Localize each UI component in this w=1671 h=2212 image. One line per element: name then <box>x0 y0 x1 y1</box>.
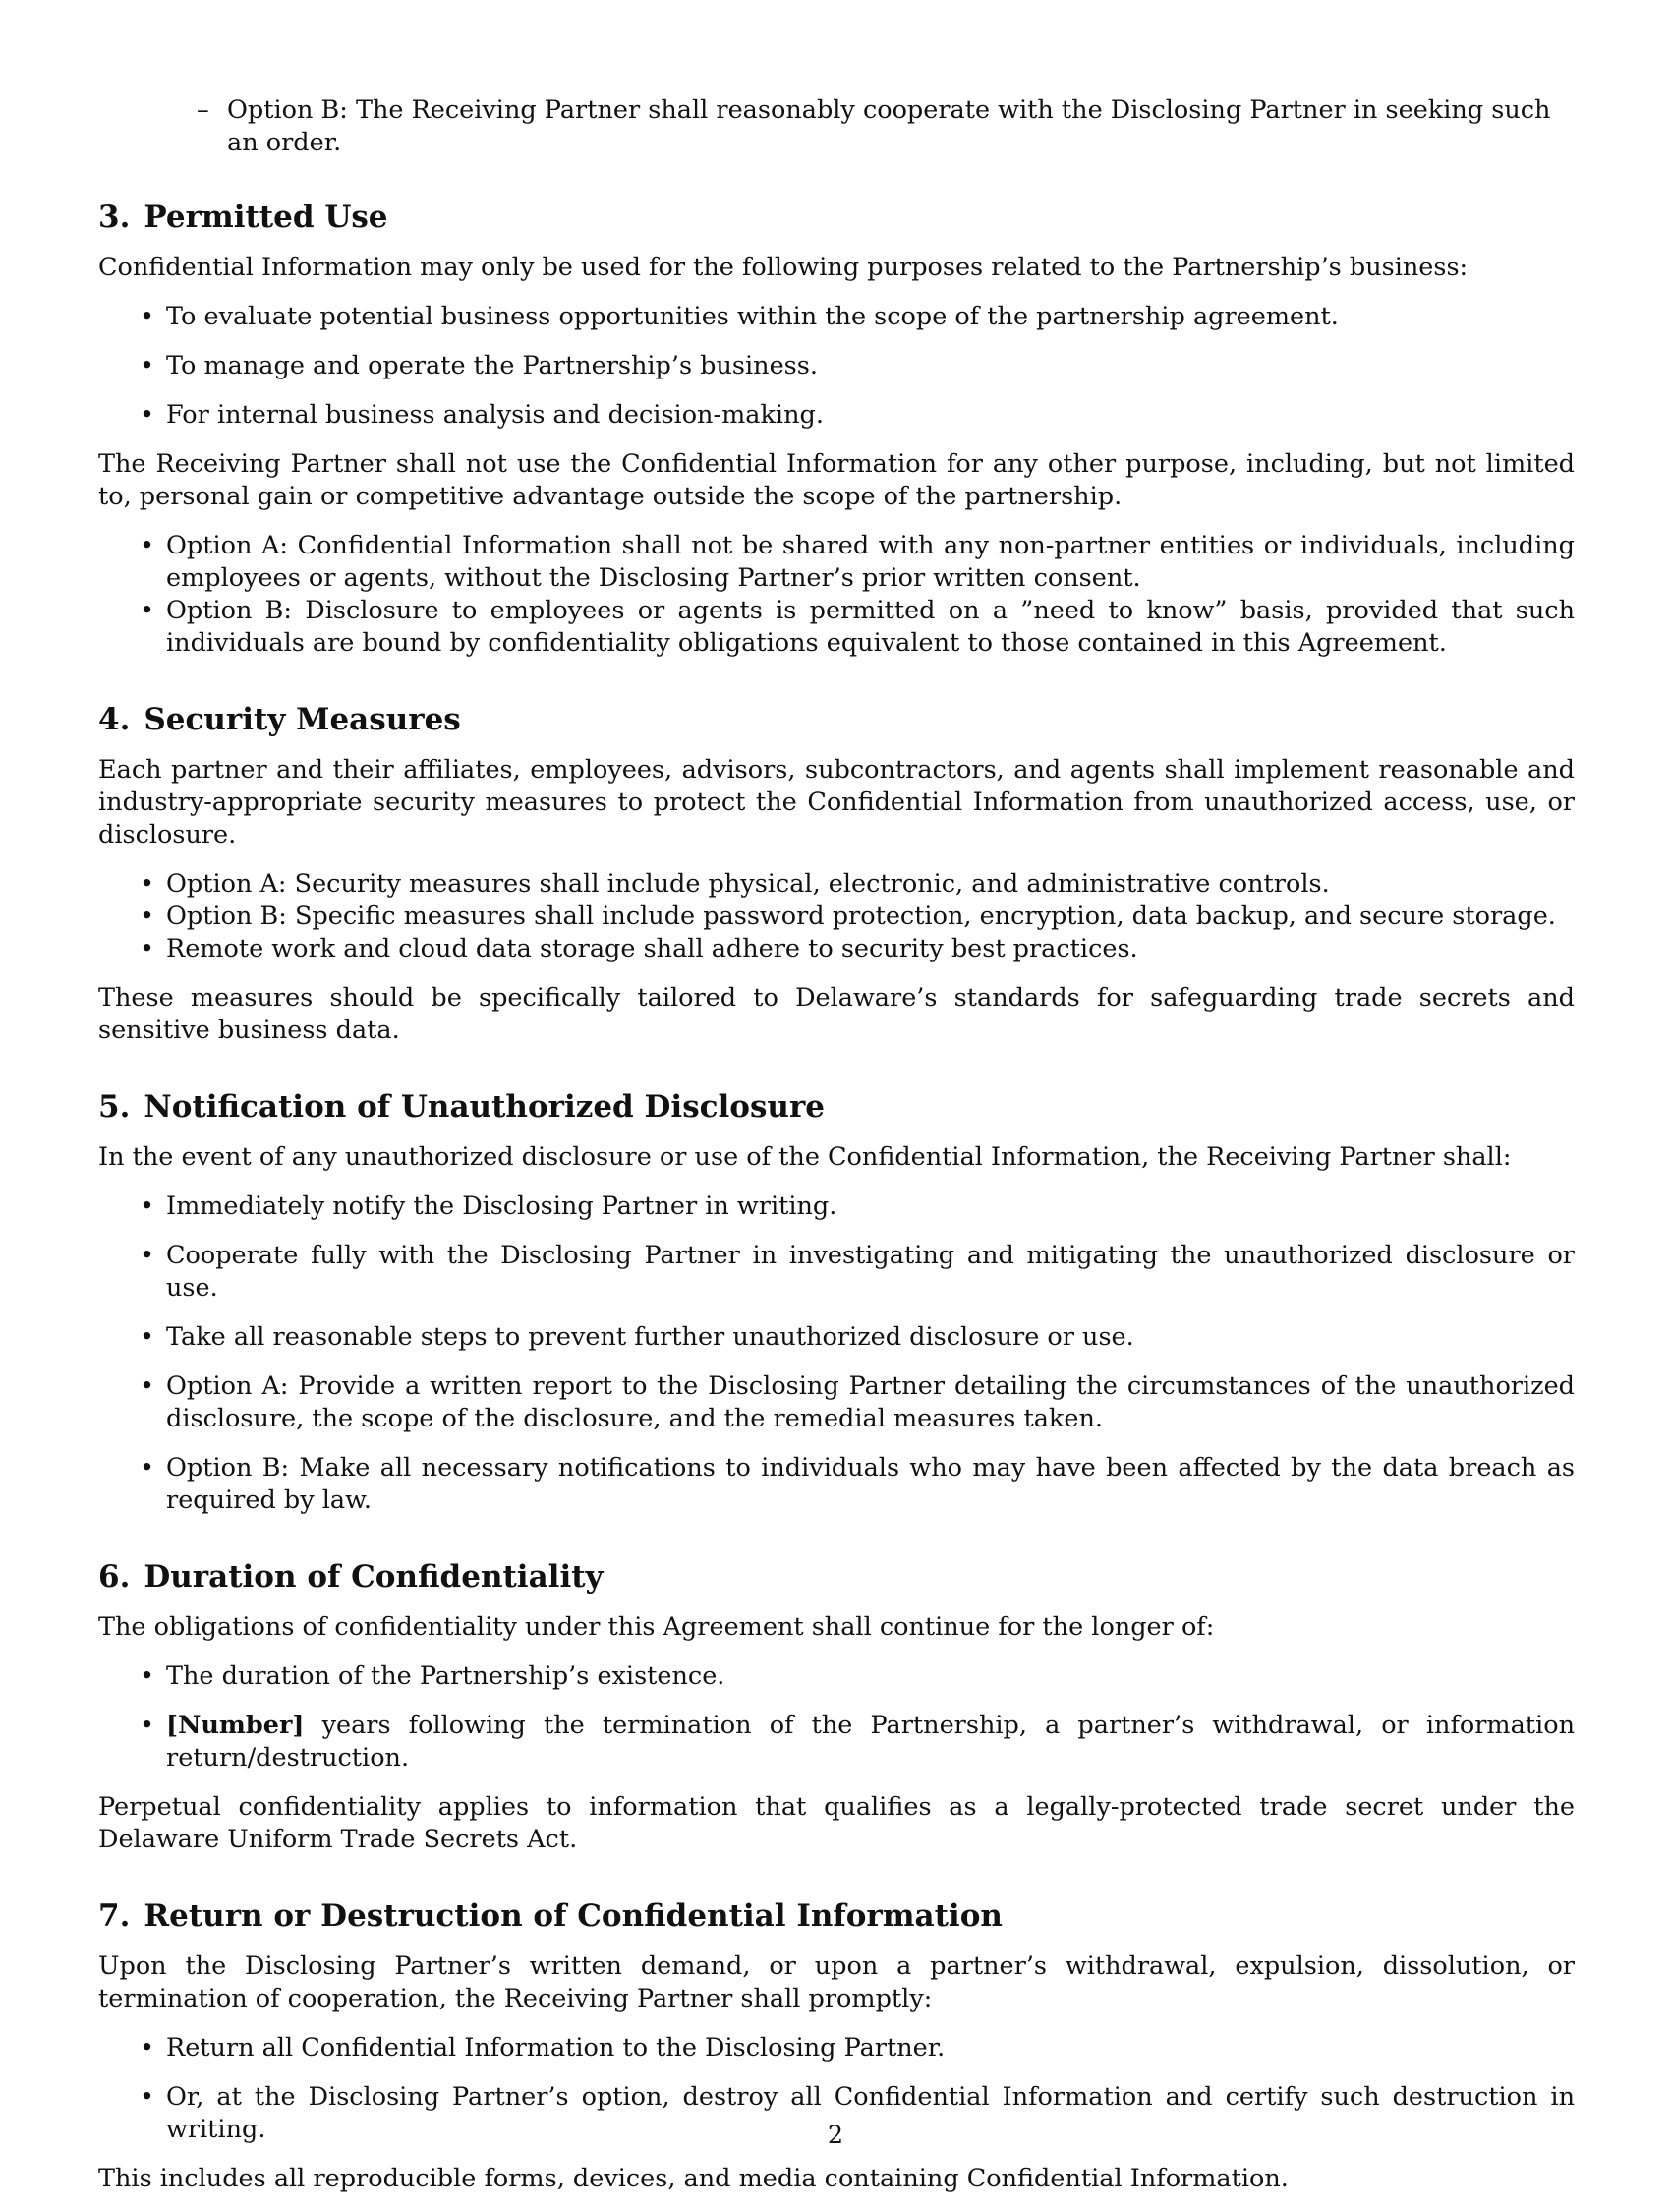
paragraph: The Receiving Partner shall not use the Confidential Information for any other purpose, including, but not limited to, personal gain or competitive advantage outside the scope of the partnership. <box>98 449 1575 511</box>
section-heading <box>98 1897 1575 1935</box>
bullet: • <box>140 1661 155 1691</box>
section-number: 7. <box>98 1898 131 1934</box>
paragraph: In the event of any unauthorized disclosure or use of the Confidential Information, the Receiving Partner shall: <box>98 1142 1512 1172</box>
section-heading <box>98 199 1575 236</box>
list-item-text: Remote work and cloud data storage shall adhere to security best practices. <box>166 934 1138 963</box>
bullet: • <box>140 531 155 560</box>
section-number: 4. <box>98 702 131 737</box>
bullet: • <box>140 1453 155 1483</box>
paragraph: These measures should be specifically tailored to Delaware’s standards for safeguarding trade secrets and sensitive business data. <box>98 983 1575 1045</box>
list-item-text: Return all Confidential Information to the Disclosing Partner. <box>166 2033 946 2063</box>
paragraph: Confidential Information may only be used for the following purposes related to the Partnership’s business: <box>98 253 1469 282</box>
section-duration <box>98 1558 1575 1856</box>
bullet: • <box>140 1711 155 1740</box>
list-item <box>138 1370 1575 1435</box>
duration-list <box>98 1660 1575 1775</box>
list-item <box>138 1710 1575 1775</box>
list-item-text: Immediately notify the Disclosing Partner in writing. <box>166 1192 837 1221</box>
bullet: • <box>140 934 155 963</box>
bullet: • <box>140 351 155 380</box>
list-item-text: Option B: Disclosure to employees or agents is permitted on a ”need to know” basis, provided that such individuals are bound by confidentiality obligations equivalent to those contained in this Agreement. <box>166 596 1575 658</box>
list-item-text: Option A: Security measures shall include physical, electronic, and administrative controls. <box>166 869 1330 899</box>
paragraph: This includes all reproducible forms, devices, and media containing Confidential Information. <box>98 2164 1289 2193</box>
notification-list <box>98 1191 1575 1517</box>
list-item-text: Option B: Make all necessary notifications to individuals who may have been affected by the data breach as required by law. <box>166 1453 1575 1515</box>
paragraph: Each partner and their affiliates, employees, advisors, subcontractors, and agents shall implement reasonable and industry-appropriate security measures to protect the Confidential Information from unauthorized access, use, or disclosure. <box>98 755 1575 849</box>
list-item <box>138 530 1575 595</box>
list-item-text: Option A: Confidential Information shall not be shared with any non-partner entities or individuals, including employees or agents, without the Disclosing Partner’s prior written consent. <box>166 531 1575 593</box>
section-number: 5. <box>98 1089 131 1125</box>
bullet: • <box>140 302 155 331</box>
security-list <box>98 868 1575 965</box>
list-item-text: The duration of the Partnership’s existence. <box>166 1661 725 1691</box>
list-item-text: For internal business analysis and decision-making. <box>166 400 824 430</box>
bullet: • <box>140 400 155 430</box>
list-item <box>138 1660 1575 1693</box>
list-item-text: Option B: The Receiving Partner shall reasonably cooperate with the Disclosing Partner in seeking such an order. <box>227 95 1551 157</box>
bullet: • <box>140 1322 155 1352</box>
page-number: 2 <box>827 2121 844 2150</box>
section-title: Duration of Confidentiality <box>144 1559 604 1595</box>
list-item <box>138 399 1575 432</box>
purpose-list <box>98 301 1575 432</box>
list-item <box>138 595 1575 660</box>
section-heading <box>98 1088 1575 1126</box>
list-item-text: To evaluate potential business opportunities within the scope of the partnership agreement. <box>166 302 1339 331</box>
list-item-text: Option B: Specific measures shall include password protection, encryption, data backup, and secure storage. <box>166 902 1556 931</box>
bullet: • <box>140 902 155 931</box>
bullet: • <box>140 869 155 899</box>
list-item <box>138 2032 1575 2065</box>
document-page <box>98 94 1575 2212</box>
list-item <box>138 933 1575 965</box>
option-list <box>98 530 1575 660</box>
list-item <box>138 350 1575 382</box>
section-heading <box>98 1558 1575 1596</box>
section-title: Security Measures <box>144 702 461 737</box>
list-item <box>138 868 1575 901</box>
list-item <box>138 1452 1575 1517</box>
section-number: 3. <box>98 200 131 235</box>
section-number: 6. <box>98 1559 131 1595</box>
list-item-text: years following the termination of the Partnership, a partner’s withdrawal, or information return/destruction. <box>166 1711 1575 1773</box>
dash-bullet: – <box>197 95 209 125</box>
list-item-text: Option A: Provide a written report to the Disclosing Partner detailing the circumstances of the unauthorized disclosure, the scope of the disclosure, and the remedial measures taken. <box>166 1371 1575 1433</box>
list-item <box>138 901 1575 933</box>
list-item <box>138 301 1575 333</box>
list-item-text: Or, at the Disclosing Partner’s option, destroy all Confidential Information and certify such destruction in writing. <box>166 2082 1575 2144</box>
bullet: • <box>140 2033 155 2063</box>
list-item-text: Cooperate fully with the Disclosing Partner in investigating and mitigating the unauthorized disclosure or use. <box>166 1241 1575 1303</box>
section-title: Notification of Unauthorized Disclosure <box>144 1089 826 1125</box>
bullet: • <box>140 2082 155 2112</box>
bullet: • <box>140 1241 155 1270</box>
list-item <box>138 1240 1575 1305</box>
carryover-option-list <box>98 94 1575 159</box>
list-item <box>197 94 1575 159</box>
list-item <box>138 1191 1575 1223</box>
number-placeholder: [Number] <box>166 1711 305 1740</box>
bullet: • <box>140 596 155 625</box>
section-security-measures <box>98 701 1575 1047</box>
section-title: Return or Destruction of Confidential Information <box>144 1898 1003 1934</box>
list-item-text: Take all reasonable steps to prevent further unauthorized disclosure or use. <box>166 1322 1134 1352</box>
bullet: • <box>140 1371 155 1401</box>
section-title: Permitted Use <box>144 200 388 235</box>
bullet: • <box>140 1192 155 1221</box>
paragraph: Upon the Disclosing Partner’s written demand, or upon a partner’s withdrawal, expulsion, dissolution, or termination of cooperation, the Receiving Partner shall promptly: <box>98 1951 1575 2013</box>
paragraph: Perpetual confidentiality applies to information that qualifies as a legally-protected trade secret under the Delaware Uniform Trade Secrets Act. <box>98 1792 1575 1854</box>
section-permitted-use <box>98 199 1575 660</box>
paragraph: The obligations of confidentiality under this Agreement shall continue for the longer of: <box>98 1612 1215 1642</box>
section-notification <box>98 1088 1575 1517</box>
section-heading <box>98 701 1575 738</box>
list-item <box>138 1321 1575 1354</box>
list-item-text: To manage and operate the Partnership’s business. <box>166 351 818 380</box>
